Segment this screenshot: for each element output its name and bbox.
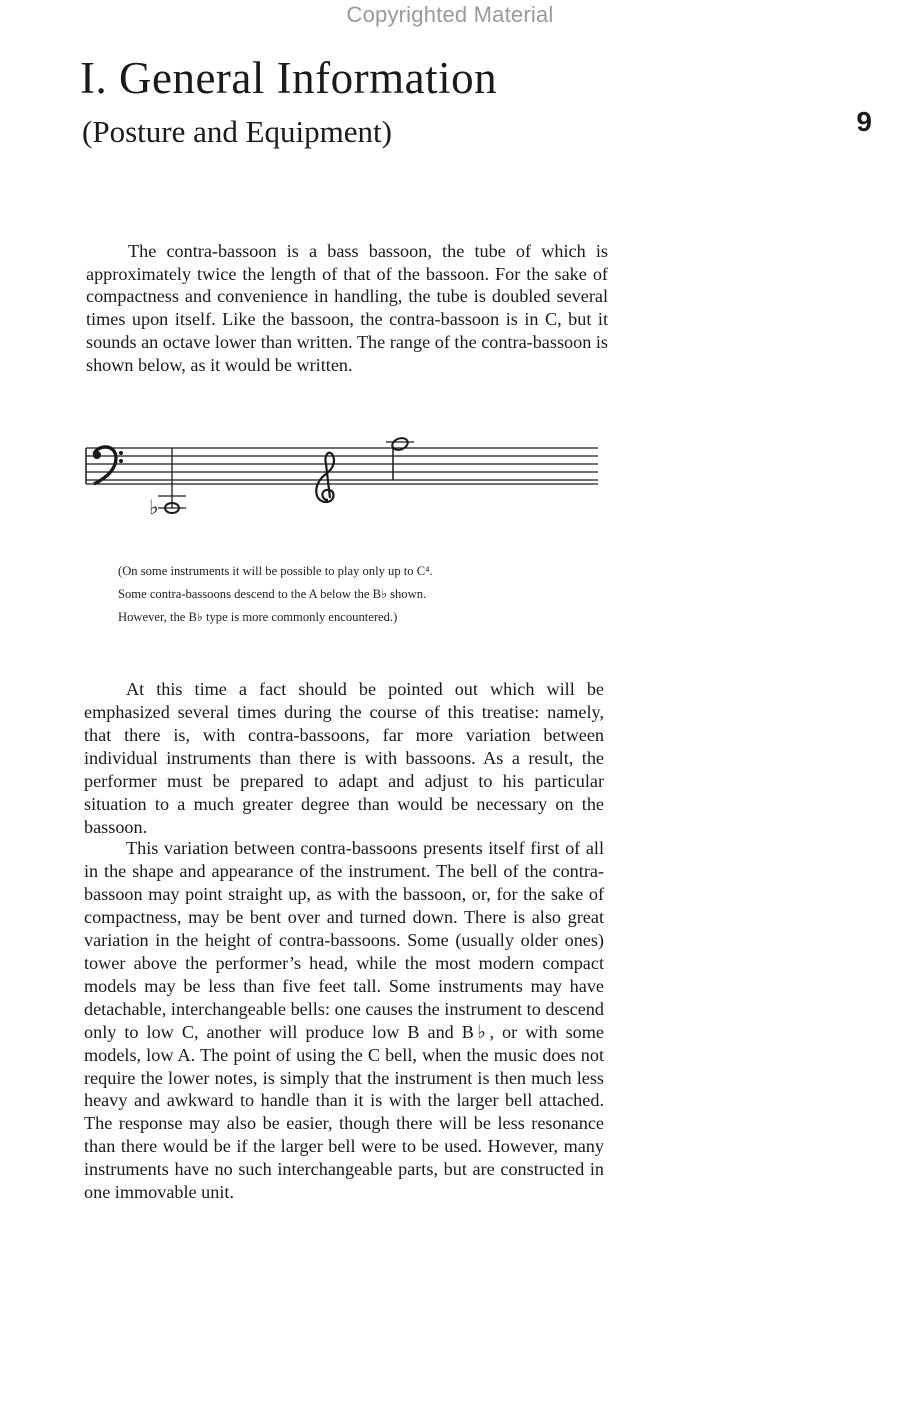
caption-line-2: Some contra-bassoons descend to the A below the B♭ shown. <box>118 587 427 601</box>
copyright-watermark: Copyrighted Material <box>346 2 554 27</box>
chapter-title: I. General Information <box>80 53 498 103</box>
range-caption <box>118 560 588 629</box>
chapter-subtitle: (Posture and Equipment) <box>82 114 392 149</box>
page-number: 9 <box>856 106 872 137</box>
caption-line-3: However, the B♭ type is more commonly encountered.) <box>118 610 398 624</box>
high-note-half <box>386 436 414 480</box>
treble-clef-icon <box>316 453 334 502</box>
staff-lines <box>86 448 598 484</box>
bass-clef-icon <box>93 447 123 484</box>
paragraph-shape: This variation between contra-bassoons presents itself first of all in the shape and appearance of the instrument. The bell of the contra-bassoon may point straight up, as with the bassoon, or, for the sake of compactness, may be bent over and turned down. There is also great variation in the height of contra-bassoons. Some (usually older ones) tower above the performer’s head, while the most modern compact models may be less than five feet tall. Some instruments may have detachable, interchangeable bells: one causes the instrument to descend only to low C, another will produce low B and B♭, or with some models, low A. The point of using the C bell, when the music does not require the lower notes, is simply that the instrument is then much less heavy and awkward to handle than it is with the larger bell attached. The response may also be easier, though there will be less resonance than there would be if the larger bell were to be used. However, many instruments have no such interchangeable parts, but are constructed in one immovable unit. <box>84 838 604 1203</box>
flat-accidental: ♭ <box>149 495 159 519</box>
paragraph-variation: At this time a fact should be pointed out which will be emphasized several times during the course of this treatise: namely, that there is, with contra-bassoons, far more variation between individual instruments than there is with bassoons. As a result, the performer must be prepared to adapt and adjust to his particular situation to a much greater degree than would be necessary on the bassoon. <box>84 679 604 837</box>
caption-line-1: (On some instruments it will be possible to play only up to C⁴. <box>118 564 433 578</box>
paragraph-intro: The contra-bassoon is a bass bassoon, the tube of which is approximately twice the length of that of the bassoon. For the sake of compactness and convenience in handling, the tube is doubled several times upon itself. Like the bassoon, the contra-bassoon is in C, but it sounds an octave lower than written. The range of the contra-bassoon is shown below, as it would be written. <box>86 241 608 375</box>
range-staff-notation <box>82 430 602 530</box>
